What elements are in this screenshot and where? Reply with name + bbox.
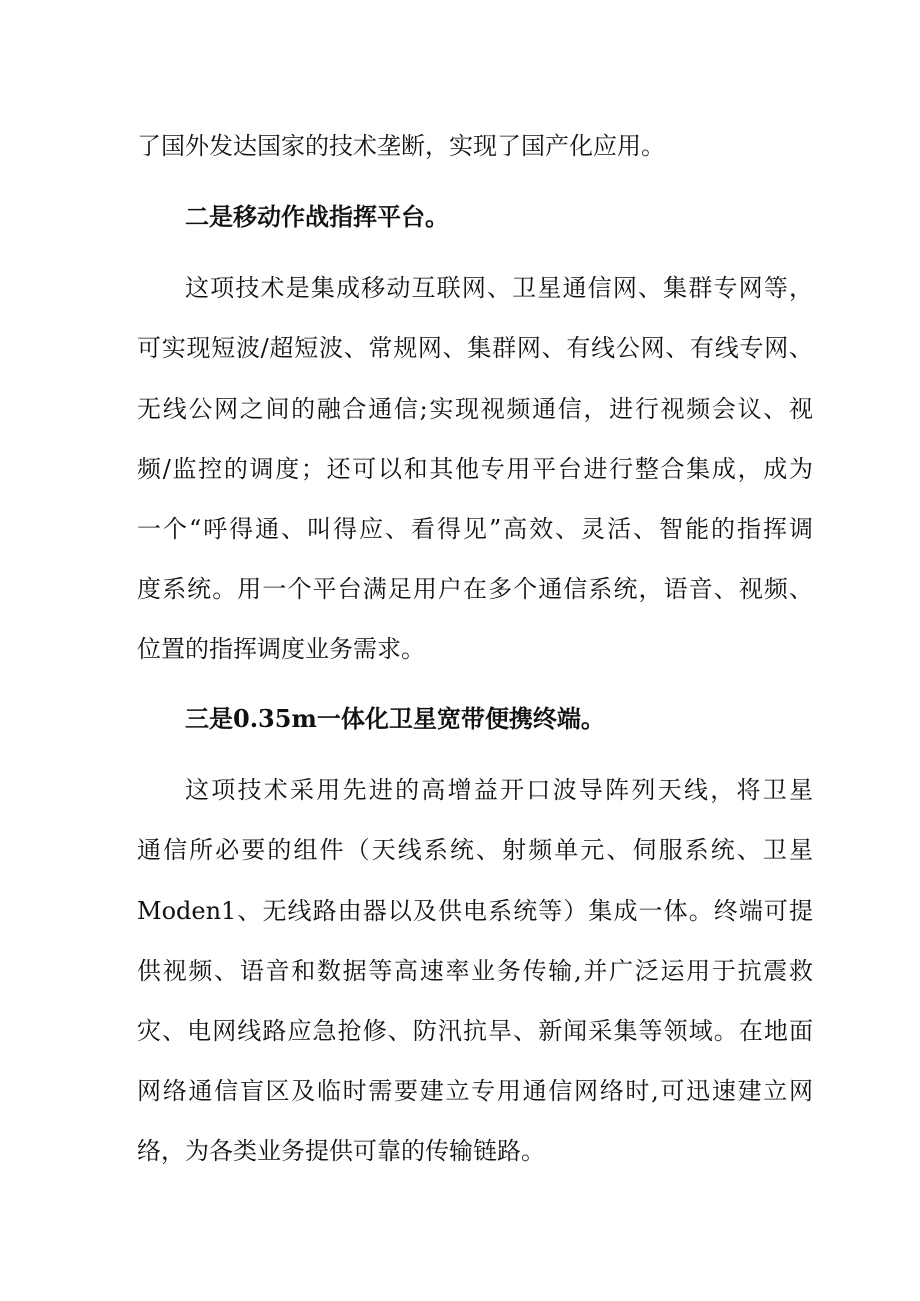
paragraph-2-line-1: 这项技术是集成移动互联网、卫星通信网、集群专网等， [185, 274, 813, 302]
paragraph-2-line-2: 可实现短波/超短波、常规网、集群网、有线公网、有线专网、 [137, 334, 813, 362]
paragraph-2-line-6: 度系统。用一个平台满足用户在多个通信系统，语音、视频、 [137, 575, 813, 603]
paragraph-1-line-1: 了国外发达国家的技术垄断，实现了国产化应用。 [137, 132, 665, 160]
paragraph-2-line-7: 位置的指挥调度业务需求。 [137, 635, 425, 663]
paragraph-3-line-3: Moden1、无线路由器以及供电系统等）集成一体。终端可提 [137, 897, 813, 925]
paragraph-3-line-6: 网络通信盲区及临时需要建立专用通信网络时,可迅速建立网 [137, 1077, 813, 1105]
paragraph-2-line-4: 频/监控的调度；还可以和其他专用平台进行整合集成，成为 [137, 455, 813, 483]
section-heading-2: 二是移动作战指挥平台。 [185, 202, 449, 231]
paragraph-3-line-2: 通信所必要的组件（天线系统、射频单元、伺服系统、卫星 [137, 836, 813, 864]
paragraph-2-line-3: 无线公网之间的融合通信;实现视频通信，进行视频会议、视 [137, 395, 813, 423]
section-heading-3: 三是0.35m一体化卫星宽带便携终端。 [185, 704, 605, 733]
paragraph-3-line-1: 这项技术采用先进的高增益开口波导阵列天线，将卫星 [185, 776, 813, 804]
paragraph-3-line-5: 灾、电网线路应急抢修、防汛抗旱、新闻采集等领域。在地面 [137, 1017, 813, 1045]
paragraph-3-line-4: 供视频、语音和数据等高速率业务传输,并广泛运用于抗震救 [137, 957, 813, 985]
paragraph-2-line-5: 一个“呼得通、叫得应、看得见”高效、灵活、智能的指挥调 [137, 515, 813, 543]
paragraph-3-line-7: 络，为各类业务提供可靠的传输链路。 [137, 1137, 545, 1165]
